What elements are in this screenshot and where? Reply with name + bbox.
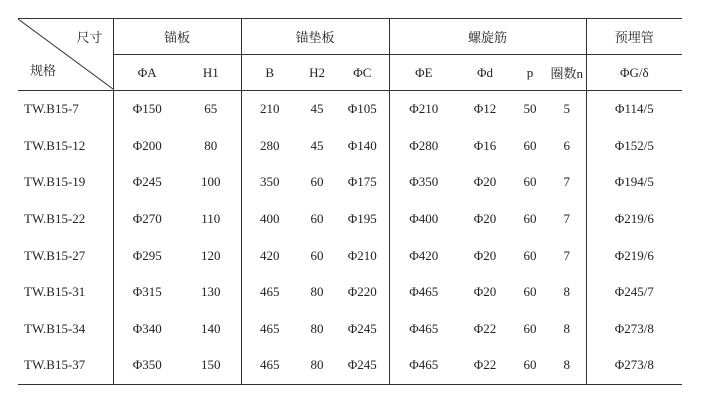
table-row [18, 274, 682, 311]
value-cell: 60 [523, 137, 537, 153]
value-cell: Φ150 [113, 91, 181, 128]
value-cell: 60 [310, 247, 324, 263]
value-cell: 50 [523, 101, 537, 117]
value-cell: 60 [523, 320, 537, 336]
dimension-label: 尺寸 [76, 30, 103, 45]
spec-cell: TW.B15-7 [24, 101, 79, 117]
value-cell: 110 [201, 211, 221, 227]
value-cell: 60 [523, 247, 537, 263]
spec-cell: TW.B15-27 [24, 247, 86, 263]
value-cell: 465 [241, 274, 298, 311]
value-cell: Φ194/5 [586, 164, 682, 201]
column-header: 圈数n [548, 55, 586, 91]
value-cell: Φ20 [473, 247, 497, 263]
value-cell: 60 [512, 347, 548, 384]
table-row [18, 201, 682, 238]
value-cell: Φ220 [347, 284, 377, 300]
value-cell: 8 [563, 284, 571, 300]
spec-cell: TW.B15-34 [24, 320, 86, 336]
column-header: p [512, 55, 548, 91]
value-cell: 130 [201, 284, 221, 300]
value-cell: 45 [310, 101, 324, 117]
value-cell: 5 [563, 101, 571, 117]
spec-cell: TW.B15-37 [18, 347, 113, 384]
group-header-anchor-plate: 锚板 [113, 19, 241, 55]
column-header: B [241, 55, 298, 91]
value-cell: Φ295 [113, 237, 181, 274]
column-header: Φd [458, 55, 512, 91]
value-cell: 100 [201, 174, 221, 190]
value-cell: Φ195 [347, 211, 377, 227]
spec-cell: TW.B15-12 [24, 137, 86, 153]
value-cell: Φ420 [389, 237, 458, 274]
column-header-row [18, 55, 682, 91]
table-row [18, 91, 682, 128]
value-cell: Φ465 [389, 311, 458, 348]
value-cell: Φ219/6 [586, 201, 682, 238]
table-body [18, 91, 682, 385]
column-header: ΦA [113, 55, 181, 91]
value-cell: Φ350 [113, 347, 181, 384]
value-cell: Φ340 [113, 311, 181, 348]
value-cell: Φ105 [347, 101, 377, 117]
column-header: H2 [298, 55, 336, 91]
value-cell: Φ219/6 [586, 237, 682, 274]
column-header: ΦC [336, 55, 389, 91]
value-cell: Φ273/8 [586, 311, 682, 348]
group-header-bearing-plate: 锚垫板 [241, 19, 389, 55]
value-cell: Φ20 [473, 174, 497, 190]
table-row [18, 128, 682, 165]
corner-header-cell [18, 19, 113, 91]
value-cell: Φ350 [389, 164, 458, 201]
value-cell: Φ245 [336, 347, 389, 384]
spec-cell: TW.B15-22 [24, 211, 86, 227]
spec-cell: TW.B15-19 [24, 174, 86, 190]
value-cell: 60 [523, 174, 537, 190]
value-cell: 7 [563, 174, 571, 190]
column-header: ΦE [389, 55, 458, 91]
value-cell: 120 [201, 247, 221, 263]
value-cell: 80 [204, 137, 218, 153]
value-cell: 80 [310, 284, 324, 300]
specification-label: 规格 [30, 63, 57, 78]
value-cell: Φ270 [113, 201, 181, 238]
value-cell: 60 [310, 174, 324, 190]
group-header-embedded-pipe: 预埋管 [586, 19, 682, 55]
value-cell: Φ245/7 [586, 274, 682, 311]
value-cell: Φ200 [113, 128, 181, 165]
column-header: ΦG/δ [586, 55, 682, 91]
value-cell: 465 [241, 347, 298, 384]
value-cell: Φ16 [473, 137, 497, 153]
value-cell: Φ273/8 [586, 347, 682, 384]
value-cell: 350 [241, 164, 298, 201]
table-row [18, 311, 682, 348]
value-cell: Φ20 [473, 284, 497, 300]
group-header-spiral-bar: 螺旋筋 [389, 19, 586, 55]
column-header: H1 [181, 55, 241, 91]
value-cell: Φ20 [473, 211, 497, 227]
value-cell: 465 [241, 311, 298, 348]
value-cell: 60 [523, 284, 537, 300]
value-cell: Φ140 [347, 137, 377, 153]
value-cell: Φ22 [473, 320, 497, 336]
value-cell: 80 [298, 347, 336, 384]
group-header-row [18, 19, 682, 55]
table-row [18, 164, 682, 201]
value-cell: Φ152/5 [586, 128, 682, 165]
value-cell: Φ400 [389, 201, 458, 238]
value-cell: 80 [310, 320, 324, 336]
value-cell: 8 [563, 320, 571, 336]
value-cell: 150 [181, 347, 241, 384]
value-cell: Φ245 [113, 164, 181, 201]
value-cell: Φ210 [347, 247, 377, 263]
value-cell: Φ315 [113, 274, 181, 311]
value-cell: Φ245 [347, 320, 377, 336]
value-cell: 65 [204, 101, 218, 117]
value-cell: Φ12 [473, 101, 497, 117]
value-cell: 280 [241, 128, 298, 165]
value-cell: 400 [241, 201, 298, 238]
table-row [18, 347, 682, 384]
value-cell: 7 [563, 211, 571, 227]
value-cell: Φ210 [389, 91, 458, 128]
value-cell: Φ465 [389, 347, 458, 384]
anchorage-spec-table [18, 18, 682, 385]
value-cell: Φ465 [389, 274, 458, 311]
value-cell: 140 [201, 320, 221, 336]
value-cell: 7 [563, 247, 571, 263]
value-cell: 210 [241, 91, 298, 128]
value-cell: 60 [523, 211, 537, 227]
spec-cell: TW.B15-31 [24, 284, 86, 300]
value-cell: 8 [548, 347, 586, 384]
value-cell: 60 [310, 211, 324, 227]
value-cell: Φ114/5 [586, 91, 682, 128]
table-row [18, 237, 682, 274]
value-cell: Φ280 [389, 128, 458, 165]
value-cell: 45 [310, 137, 324, 153]
value-cell: 6 [563, 137, 571, 153]
value-cell: Φ175 [347, 174, 377, 190]
value-cell: Φ22 [458, 347, 512, 384]
value-cell: 420 [241, 237, 298, 274]
